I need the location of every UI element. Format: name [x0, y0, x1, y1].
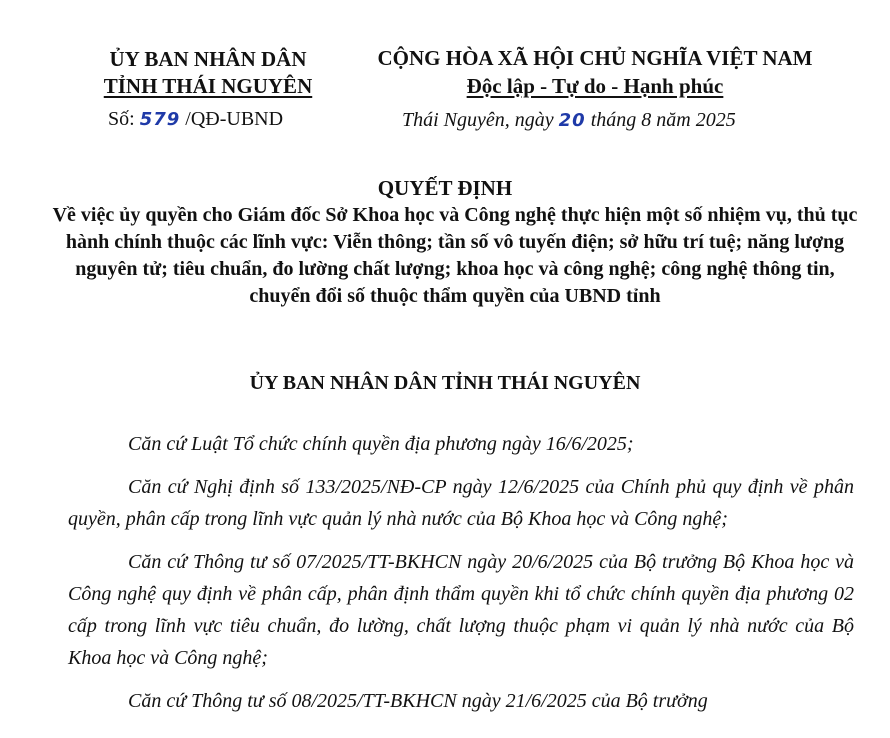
agency-header [88, 46, 328, 100]
legal-basis-paragraph: Căn cứ Thông tư số 08/2025/TT-BKHCN ngày 21/6/2025 của Bộ trưởng [128, 690, 708, 712]
date-prefix: Thái Nguyên, ngày [402, 109, 554, 131]
national-motto: Độc lập - Tự do - Hạnh phúc [466, 74, 724, 98]
number-suffix: /QĐ-UBND [185, 108, 284, 130]
document-subject: Về việc ủy quyền cho Giám đốc Sở Khoa học và Công nghệ thực hiện một số nhiệm vụ, thủ tục hành chính thuộc các lĩnh vực: Viễn thông; tần số vô tuyến điện; sở hữu trí tuệ; năng lượng nguyên tử; tiêu chuẩn, đo lường chất lượng; khoa học và công nghệ; công nghệ thông tin, chuyển đổi số thuộc thẩm quyền của UBND tỉnh [52, 204, 858, 307]
legal-bases [68, 428, 854, 728]
agency-name-line1: ỦY BAN NHÂN DÂN [109, 47, 307, 71]
nation-name: CỘNG HÒA XÃ HỘI CHỦ NGHĨA VIỆT NAM [377, 46, 813, 70]
date-suffix: tháng 8 năm 2025 [590, 109, 736, 131]
issuing-authority: ỦY BAN NHÂN DÂN TỈNH THÁI NGUYÊN [249, 372, 641, 394]
handwritten-number: 579 [139, 109, 181, 130]
document-type-title: QUYẾT ĐỊNH [377, 176, 513, 200]
legal-basis-paragraph: Căn cứ Nghị định số 133/2025/NĐ-CP ngày 12/6/2025 của Chính phủ quy định về phân quyền, phân cấp trong lĩnh vực quản lý nhà nước của Bộ Khoa học và Công nghệ; [68, 476, 854, 530]
document-number [108, 108, 283, 131]
legal-basis-paragraph: Căn cứ Thông tư số 07/2025/TT-BKHCN ngày 20/6/2025 của Bộ trưởng Bộ Khoa học và Công nghệ quy định về phân cấp, phân định thẩm quyền khi tổ chức chính quyền địa phương 02 cấp trong lĩnh vực tiêu chuẩn, đo lường, chất lượng thuộc phạm vi quản lý nhà nước của Bộ Khoa học và Công nghệ; [68, 551, 854, 669]
agency-name-line2: TỈNH THÁI NGUYÊN [103, 74, 313, 98]
national-header [350, 44, 840, 100]
issue-date [402, 109, 736, 132]
legal-basis-paragraph: Căn cứ Luật Tổ chức chính quyền địa phương ngày 16/6/2025; [128, 433, 634, 455]
handwritten-day: 20 [558, 110, 586, 131]
number-prefix: Số: [108, 108, 135, 130]
